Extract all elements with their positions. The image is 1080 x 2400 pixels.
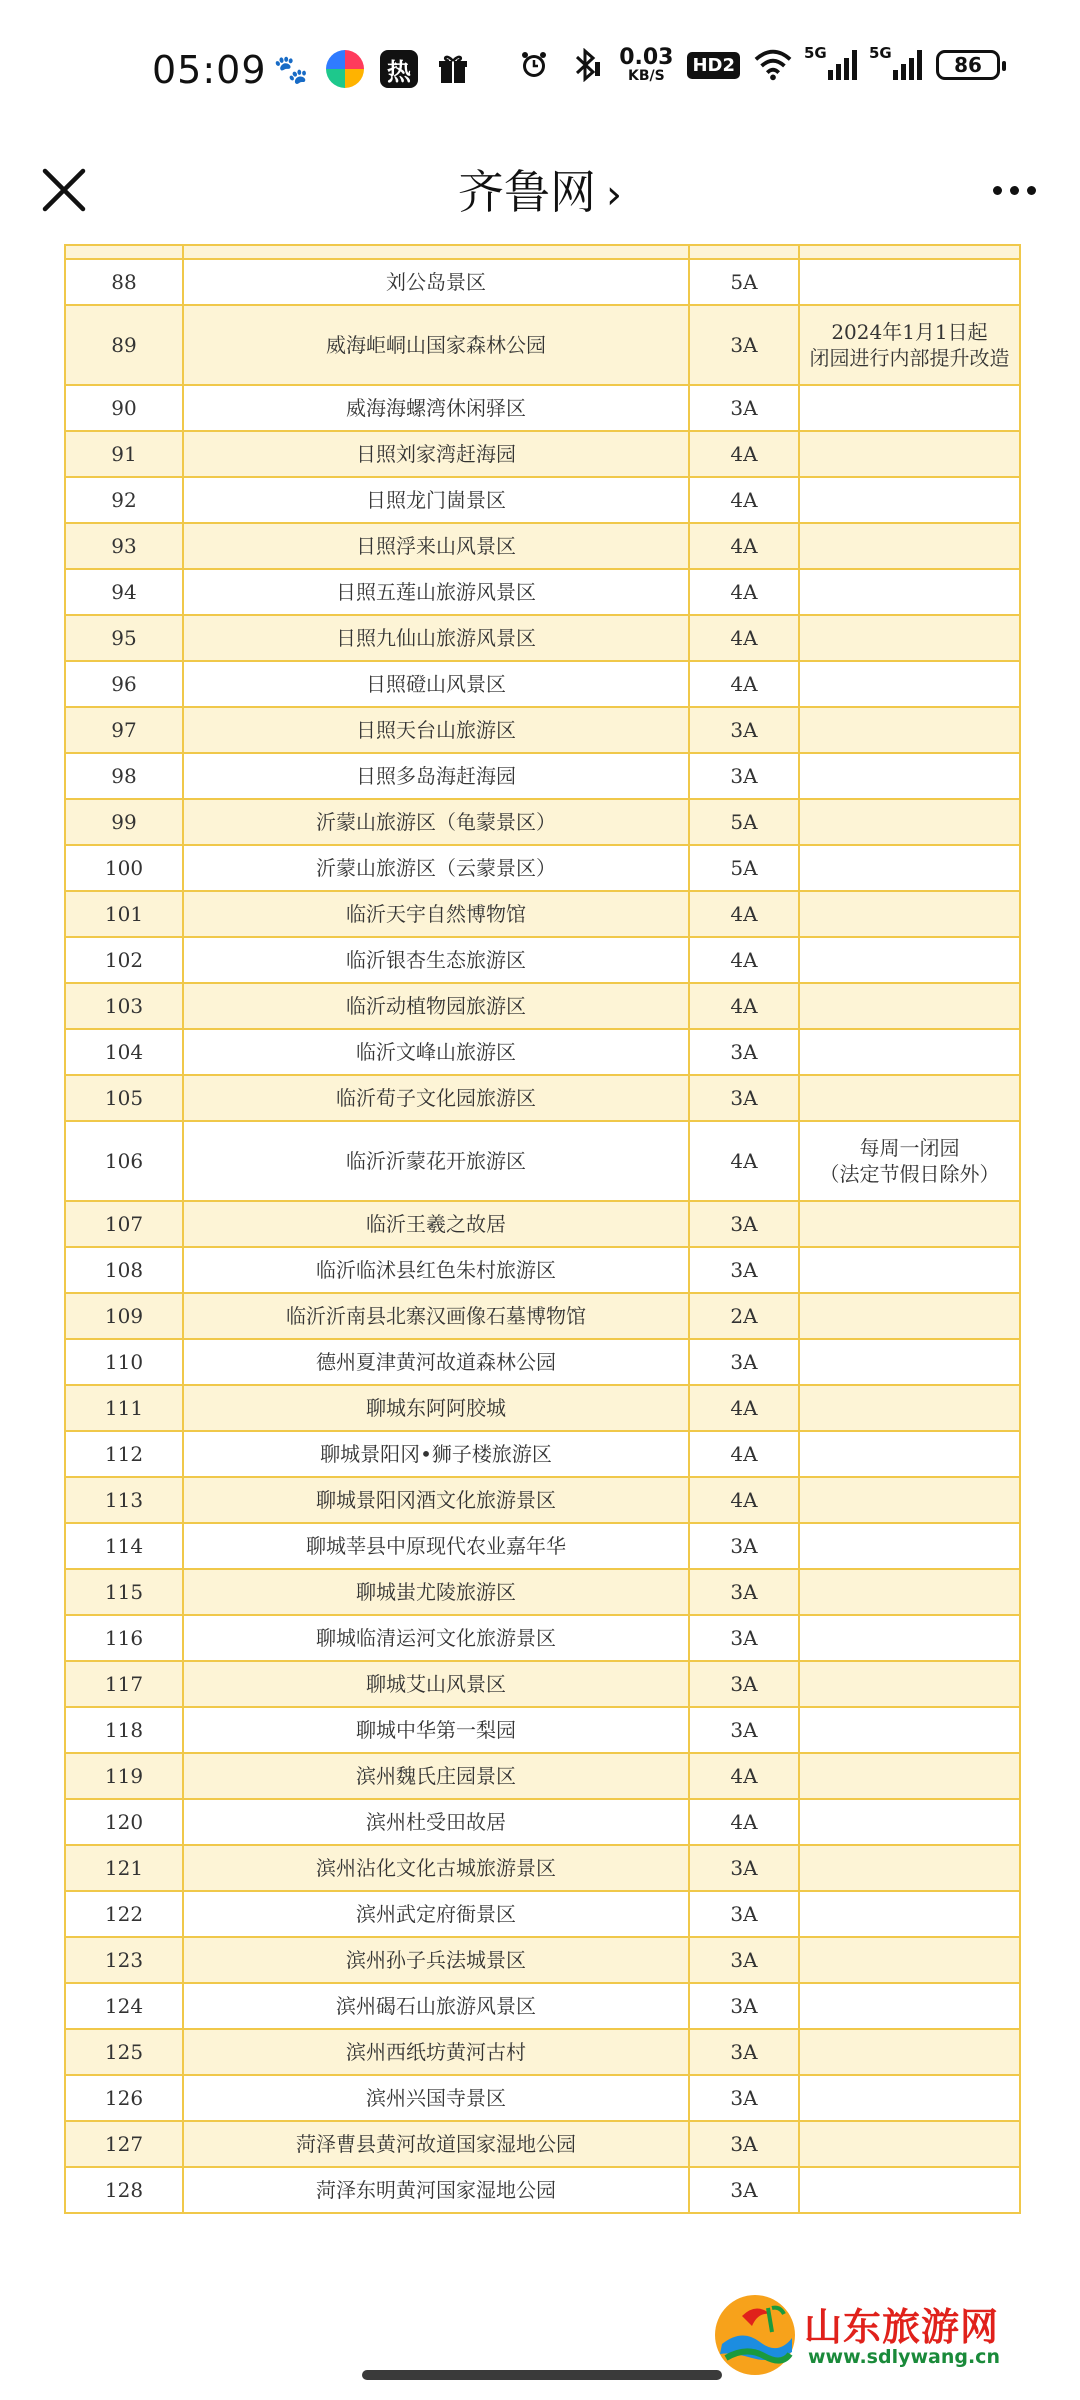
spot-name-cell: 临沂沂蒙花开旅游区 — [183, 1121, 689, 1201]
spot-name-cell: 菏泽东明黄河国家湿地公园 — [183, 2167, 689, 2213]
table-row — [65, 523, 1020, 569]
spot-note-cell — [799, 523, 1020, 569]
spot-name-cell: 聊城莘县中原现代农业嘉年华 — [183, 1523, 689, 1569]
status-time: 05:09 — [152, 48, 267, 92]
row-number-cell: 110 — [65, 1339, 183, 1385]
spot-note-cell — [799, 937, 1020, 983]
table-row — [65, 1937, 1020, 1983]
watermark — [712, 2292, 1002, 2380]
spot-name-cell: 威海海螺湾休闲驿区 — [183, 385, 689, 431]
row-number-cell: 122 — [65, 1891, 183, 1937]
spot-level-cell: 4A — [689, 937, 799, 983]
table-row — [65, 431, 1020, 477]
row-number-cell: 119 — [65, 1753, 183, 1799]
row-number-cell: 99 — [65, 799, 183, 845]
spot-name-cell: 滨州孙子兵法城景区 — [183, 1937, 689, 1983]
signal-strength-icon-1: 5G — [806, 50, 857, 80]
table-row — [65, 2029, 1020, 2075]
spot-level-cell: 5A — [689, 799, 799, 845]
spot-note-cell — [799, 1339, 1020, 1385]
spot-name-cell: 日照刘家湾赶海园 — [183, 431, 689, 477]
spot-level-cell: 3A — [689, 305, 799, 385]
table-row — [65, 245, 1020, 259]
spot-name-cell: 聊城临清运河文化旅游景区 — [183, 1615, 689, 1661]
hd-voice-icon: HD2 — [687, 52, 740, 79]
table-row — [65, 707, 1020, 753]
spot-note-cell — [799, 1477, 1020, 1523]
spot-level-cell — [689, 245, 799, 259]
row-number-cell: 116 — [65, 1615, 183, 1661]
spot-note-cell — [799, 1385, 1020, 1431]
spot-note-cell — [799, 2167, 1020, 2213]
table-row — [65, 937, 1020, 983]
spot-note-cell — [799, 661, 1020, 707]
spot-name-cell: 日照九仙山旅游风景区 — [183, 615, 689, 661]
system-status — [515, 46, 1000, 84]
spot-note-cell — [799, 1891, 1020, 1937]
table-row — [65, 1339, 1020, 1385]
table-row — [65, 305, 1020, 385]
table-row — [65, 385, 1020, 431]
row-number-cell: 93 — [65, 523, 183, 569]
colorful-app-icon — [326, 50, 364, 88]
status-bar — [0, 0, 1080, 140]
table-row — [65, 477, 1020, 523]
table-row — [65, 1201, 1020, 1247]
more-dot-icon — [1027, 186, 1036, 195]
table-row — [65, 2075, 1020, 2121]
row-number-cell: 128 — [65, 2167, 183, 2213]
spot-note-cell — [799, 385, 1020, 431]
row-number-cell: 97 — [65, 707, 183, 753]
table-row — [65, 1029, 1020, 1075]
spot-note-cell — [799, 1707, 1020, 1753]
alarm-icon — [515, 46, 553, 84]
spot-level-cell: 4A — [689, 523, 799, 569]
spot-level-cell: 4A — [689, 1477, 799, 1523]
page-title[interactable] — [0, 154, 1080, 233]
row-number-cell: 94 — [65, 569, 183, 615]
spot-note-cell — [799, 2029, 1020, 2075]
row-number-cell: 107 — [65, 1201, 183, 1247]
note-line: 2024年1月1日起 — [831, 320, 988, 344]
spot-note-cell — [799, 305, 1020, 385]
table-row — [65, 753, 1020, 799]
spot-name-cell: 滨州沾化文化古城旅游景区 — [183, 1845, 689, 1891]
row-number-cell: 98 — [65, 753, 183, 799]
article-content[interactable] — [0, 244, 1080, 2400]
table-row — [65, 1753, 1020, 1799]
spot-note-cell — [799, 1431, 1020, 1477]
row-number-cell — [65, 245, 183, 259]
table-row — [65, 1983, 1020, 2029]
notification-icons — [272, 50, 472, 88]
spot-note-cell — [799, 1569, 1020, 1615]
wifi-icon — [754, 46, 792, 84]
spot-level-cell: 3A — [689, 2075, 799, 2121]
spot-name-cell — [183, 245, 689, 259]
spot-note-cell — [799, 2075, 1020, 2121]
table-row — [65, 891, 1020, 937]
table-row — [65, 1247, 1020, 1293]
spot-note-cell — [799, 799, 1020, 845]
spot-level-cell: 3A — [689, 2167, 799, 2213]
spot-level-cell: 4A — [689, 1385, 799, 1431]
table-row — [65, 1799, 1020, 1845]
table-row — [65, 1477, 1020, 1523]
spot-name-cell: 沂蒙山旅游区（龟蒙景区） — [183, 799, 689, 845]
table-row — [65, 1569, 1020, 1615]
spot-note-cell — [799, 845, 1020, 891]
spot-level-cell: 3A — [689, 385, 799, 431]
spot-note-cell — [799, 1247, 1020, 1293]
table-body — [65, 245, 1020, 2213]
table-row — [65, 1385, 1020, 1431]
baidu-paw-icon: 🐾 — [273, 52, 309, 86]
spot-level-cell: 3A — [689, 1891, 799, 1937]
table-row — [65, 1293, 1020, 1339]
table-row — [65, 845, 1020, 891]
row-number-cell: 100 — [65, 845, 183, 891]
spot-name-cell: 日照浮来山风景区 — [183, 523, 689, 569]
spot-name-cell: 滨州杜受田故居 — [183, 1799, 689, 1845]
spot-name-cell: 滨州碣石山旅游风景区 — [183, 1983, 689, 2029]
spot-note-cell — [799, 1029, 1020, 1075]
spot-note-cell — [799, 753, 1020, 799]
table-row — [65, 569, 1020, 615]
spot-note-cell — [799, 1201, 1020, 1247]
more-dot-icon — [993, 186, 1002, 195]
row-number-cell: 96 — [65, 661, 183, 707]
row-number-cell: 103 — [65, 983, 183, 1029]
note-line: 每周一闭园 — [859, 1136, 960, 1160]
table-row — [65, 799, 1020, 845]
shandong-travel-logo-icon — [712, 2292, 798, 2378]
row-number-cell: 120 — [65, 1799, 183, 1845]
gift-icon — [434, 50, 472, 88]
spot-level-cell: 4A — [689, 477, 799, 523]
spot-note-cell — [799, 1799, 1020, 1845]
spot-level-cell: 3A — [689, 1983, 799, 2029]
row-number-cell: 105 — [65, 1075, 183, 1121]
row-number-cell: 115 — [65, 1569, 183, 1615]
spot-name-cell: 刘公岛景区 — [183, 259, 689, 305]
spot-level-cell: 4A — [689, 1753, 799, 1799]
row-number-cell: 106 — [65, 1121, 183, 1201]
spot-name-cell: 聊城东阿阿胶城 — [183, 1385, 689, 1431]
spot-level-cell: 3A — [689, 1029, 799, 1075]
note-line: （法定节假日除外） — [819, 1162, 1000, 1186]
spot-level-cell: 3A — [689, 1075, 799, 1121]
row-number-cell: 101 — [65, 891, 183, 937]
spot-note-cell — [799, 1075, 1020, 1121]
table-row — [65, 615, 1020, 661]
row-number-cell: 117 — [65, 1661, 183, 1707]
spot-level-cell: 3A — [689, 1661, 799, 1707]
spot-name-cell: 日照多岛海赶海园 — [183, 753, 689, 799]
spot-name-cell: 聊城中华第一梨园 — [183, 1707, 689, 1753]
row-number-cell: 95 — [65, 615, 183, 661]
table-row — [65, 983, 1020, 1029]
row-number-cell: 111 — [65, 1385, 183, 1431]
spot-level-cell: 2A — [689, 1293, 799, 1339]
spot-level-cell: 3A — [689, 1707, 799, 1753]
spot-note-cell — [799, 569, 1020, 615]
chevron-right-icon: › — [606, 172, 622, 218]
spot-note-cell — [799, 477, 1020, 523]
spot-note-cell — [799, 615, 1020, 661]
spot-name-cell: 临沂文峰山旅游区 — [183, 1029, 689, 1075]
spot-level-cell: 3A — [689, 1339, 799, 1385]
spot-level-cell: 4A — [689, 569, 799, 615]
row-number-cell: 91 — [65, 431, 183, 477]
spot-name-cell: 聊城艾山风景区 — [183, 1661, 689, 1707]
row-number-cell: 123 — [65, 1937, 183, 1983]
spot-note-cell — [799, 1523, 1020, 1569]
spot-level-cell: 4A — [689, 1121, 799, 1201]
table-row — [65, 661, 1020, 707]
table-row — [65, 1121, 1020, 1201]
note-line: 闭园进行内部提升改造 — [809, 346, 1010, 370]
hot-news-icon: 热 — [380, 50, 418, 88]
spot-note-cell — [799, 1121, 1020, 1201]
spot-level-cell: 4A — [689, 1431, 799, 1477]
scenic-spots-table — [64, 244, 1021, 2214]
spot-note-cell — [799, 1845, 1020, 1891]
spot-level-cell: 4A — [689, 661, 799, 707]
spot-name-cell: 滨州兴国寺景区 — [183, 2075, 689, 2121]
spot-level-cell: 4A — [689, 983, 799, 1029]
battery-icon: 86 — [936, 50, 1000, 80]
row-number-cell: 114 — [65, 1523, 183, 1569]
table-row — [65, 1523, 1020, 1569]
spot-level-cell: 3A — [689, 753, 799, 799]
spot-note-cell — [799, 1937, 1020, 1983]
spot-level-cell: 3A — [689, 1615, 799, 1661]
watermark-name: 山东旅游网 — [804, 2305, 1000, 2349]
network-speed: 0.03 KB/S — [619, 45, 674, 84]
row-number-cell: 124 — [65, 1983, 183, 2029]
table-row — [65, 1707, 1020, 1753]
row-number-cell: 104 — [65, 1029, 183, 1075]
spot-name-cell: 聊城景阳冈•狮子楼旅游区 — [183, 1431, 689, 1477]
watermark-url: www.sdlywang.cn — [808, 2346, 1000, 2368]
spot-note-cell — [799, 2121, 1020, 2167]
row-number-cell: 118 — [65, 1707, 183, 1753]
spot-note-cell — [799, 245, 1020, 259]
row-number-cell: 102 — [65, 937, 183, 983]
row-number-cell: 92 — [65, 477, 183, 523]
row-number-cell: 108 — [65, 1247, 183, 1293]
row-number-cell: 126 — [65, 2075, 183, 2121]
spot-level-cell: 3A — [689, 1937, 799, 1983]
row-number-cell: 109 — [65, 1293, 183, 1339]
spot-level-cell: 4A — [689, 1799, 799, 1845]
spot-level-cell: 3A — [689, 1569, 799, 1615]
spot-level-cell: 3A — [689, 2029, 799, 2075]
spot-name-cell: 聊城景阳冈酒文化旅游景区 — [183, 1477, 689, 1523]
row-number-cell: 89 — [65, 305, 183, 385]
spot-level-cell: 5A — [689, 259, 799, 305]
spot-level-cell: 4A — [689, 615, 799, 661]
spot-name-cell: 滨州武定府衙景区 — [183, 1891, 689, 1937]
spot-note-cell — [799, 1661, 1020, 1707]
spot-level-cell: 3A — [689, 707, 799, 753]
table-row — [65, 1891, 1020, 1937]
spot-name-cell: 日照磴山风景区 — [183, 661, 689, 707]
spot-name-cell: 滨州魏氏庄园景区 — [183, 1753, 689, 1799]
spot-note-cell — [799, 707, 1020, 753]
home-indicator[interactable] — [362, 2370, 722, 2380]
nav-bar — [0, 140, 1080, 245]
table-row — [65, 1615, 1020, 1661]
row-number-cell: 90 — [65, 385, 183, 431]
table-row — [65, 259, 1020, 305]
more-dot-icon — [1010, 186, 1019, 195]
spot-name-cell: 临沂沂南县北寨汉画像石墓博物馆 — [183, 1293, 689, 1339]
spot-note-cell — [799, 1293, 1020, 1339]
table-row — [65, 1075, 1020, 1121]
spot-name-cell: 日照五莲山旅游风景区 — [183, 569, 689, 615]
signal-strength-icon-2: 5G — [871, 50, 922, 80]
spot-level-cell: 3A — [689, 1247, 799, 1293]
spot-note-cell — [799, 1615, 1020, 1661]
spot-name-cell: 威海岠峒山国家森林公园 — [183, 305, 689, 385]
spot-name-cell: 聊城蚩尤陵旅游区 — [183, 1569, 689, 1615]
row-number-cell: 88 — [65, 259, 183, 305]
table-row — [65, 1661, 1020, 1707]
spot-level-cell: 3A — [689, 1201, 799, 1247]
spot-name-cell: 日照龙门崮景区 — [183, 477, 689, 523]
spot-name-cell: 临沂银杏生态旅游区 — [183, 937, 689, 983]
table-row — [65, 2167, 1020, 2213]
row-number-cell: 112 — [65, 1431, 183, 1477]
row-number-cell: 113 — [65, 1477, 183, 1523]
row-number-cell: 125 — [65, 2029, 183, 2075]
spot-note-cell — [799, 259, 1020, 305]
spot-name-cell: 日照天台山旅游区 — [183, 707, 689, 753]
spot-level-cell: 3A — [689, 1523, 799, 1569]
spot-name-cell: 德州夏津黄河故道森林公园 — [183, 1339, 689, 1385]
spot-note-cell — [799, 1753, 1020, 1799]
spot-name-cell: 临沂天宇自然博物馆 — [183, 891, 689, 937]
spot-name-cell: 临沂荀子文化园旅游区 — [183, 1075, 689, 1121]
spot-note-cell — [799, 983, 1020, 1029]
spot-name-cell: 临沂临沭县红色朱村旅游区 — [183, 1247, 689, 1293]
spot-note-cell — [799, 1983, 1020, 2029]
table-row — [65, 1845, 1020, 1891]
row-number-cell: 127 — [65, 2121, 183, 2167]
spot-level-cell: 4A — [689, 891, 799, 937]
bluetooth-icon — [567, 46, 605, 84]
spot-name-cell: 沂蒙山旅游区（云蒙景区） — [183, 845, 689, 891]
spot-name-cell: 临沂动植物园旅游区 — [183, 983, 689, 1029]
table-row — [65, 2121, 1020, 2167]
spot-name-cell: 临沂王羲之故居 — [183, 1201, 689, 1247]
page-title-text: 齐鲁网 — [458, 165, 596, 219]
more-options-button[interactable] — [978, 154, 1050, 226]
spot-level-cell: 3A — [689, 2121, 799, 2167]
spot-level-cell: 3A — [689, 1845, 799, 1891]
spot-name-cell: 滨州西纸坊黄河古村 — [183, 2029, 689, 2075]
spot-note-cell — [799, 431, 1020, 477]
spot-name-cell: 菏泽曹县黄河故道国家湿地公园 — [183, 2121, 689, 2167]
spot-note-cell — [799, 891, 1020, 937]
spot-level-cell: 4A — [689, 431, 799, 477]
row-number-cell: 121 — [65, 1845, 183, 1891]
spot-level-cell: 5A — [689, 845, 799, 891]
table-row — [65, 1431, 1020, 1477]
